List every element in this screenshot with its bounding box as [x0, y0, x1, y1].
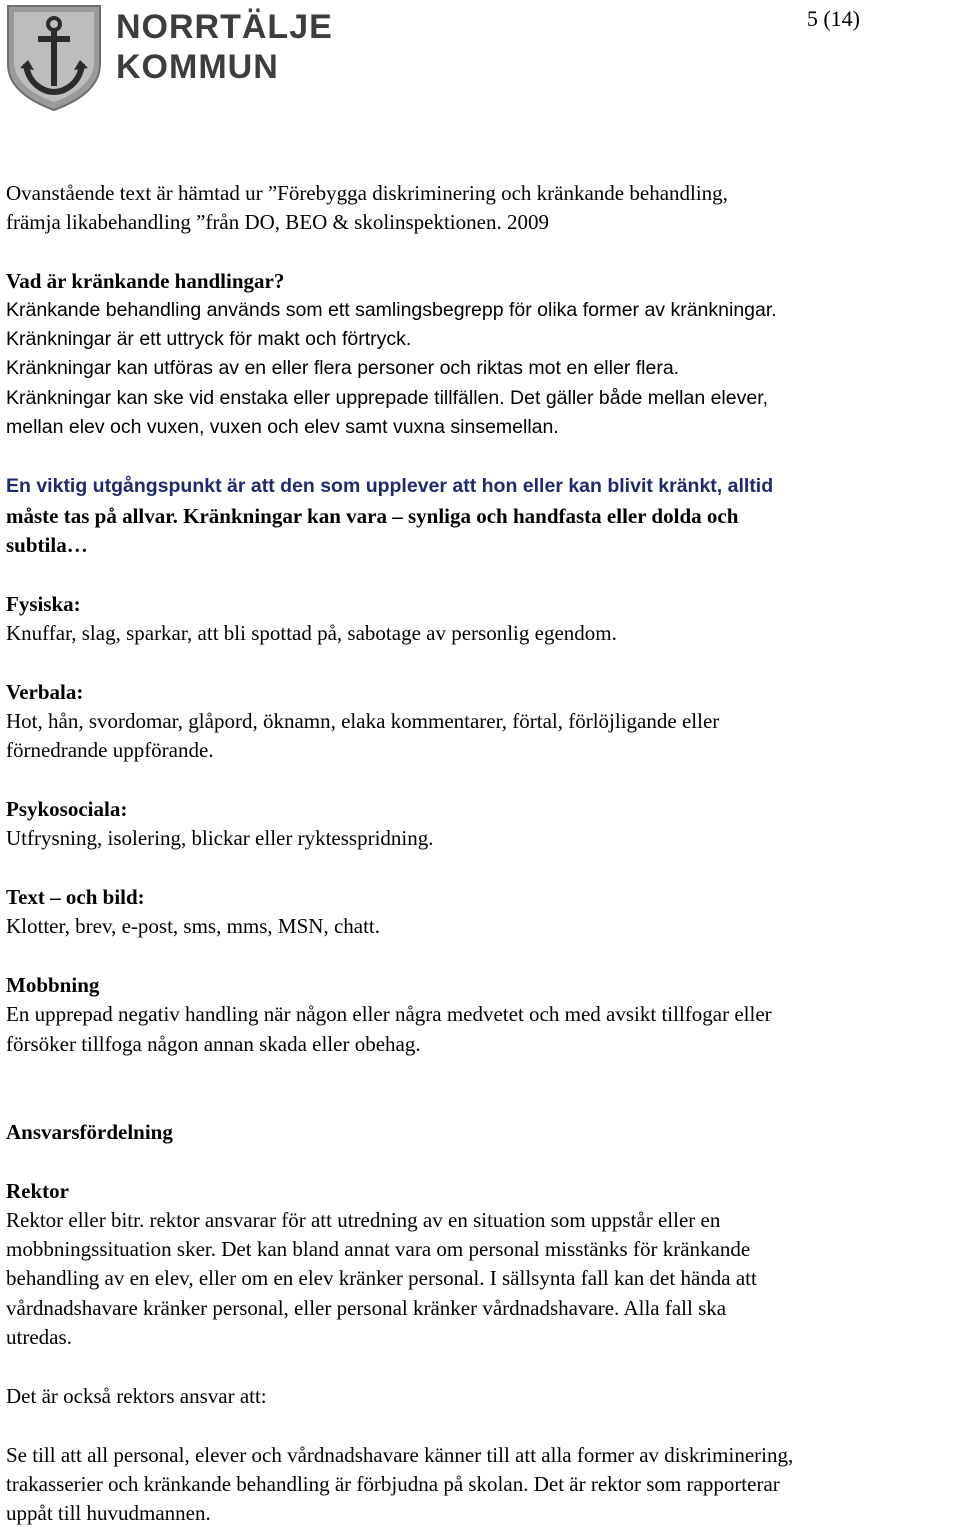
what-is-line-2: Kränkningar är ett uttryck för makt och förtryck. [6, 328, 412, 350]
type-heading-text-image: Text – och bild: [6, 885, 145, 909]
type-text-bullying-1: En upprepad negativ handling när någon eller några medvetet och med avsikt tillfogar eller [6, 1002, 772, 1026]
important-line-2: måste tas på allvar. Kränkningar kan vara – synliga och handfasta eller dolda och [6, 504, 739, 528]
type-text-text-image: Klotter, brev, e-post, sms, mms, MSN, chatt. [6, 914, 381, 938]
what-is-line-5: mellan elev och vuxen, vuxen och elev samt vuxna sinsemellan. [6, 416, 559, 438]
type-text-verbal-2: förnedrande uppförande. [6, 738, 214, 762]
responsibility-heading: Ansvarsfördelning [6, 1120, 173, 1144]
type-text-physical: Knuffar, slag, sparkar, att bli spottad på, sabotage av personlig egendom. [6, 621, 617, 645]
what-is-line-1: Kränkande behandling används som ett samlingsbegrepp för olika former av kränkningar. [6, 299, 777, 321]
norrtalje-kommun-logo [4, 2, 333, 112]
type-text-psychosocial: Utfrysning, isolering, blickar eller ryktesspridning. [6, 826, 434, 850]
logo-text-line1: NORRTÄLJE [116, 8, 333, 46]
type-heading-physical: Fysiska: [6, 592, 81, 616]
rektor-line-2: mobbningssituation sker. Det kan bland annat vara om personal misstänks för kränkande [6, 1237, 751, 1261]
type-text-verbal-1: Hot, hån, svordomar, glåpord, öknamn, elaka kommentarer, förtal, förlöjligande eller [6, 709, 720, 733]
type-heading-bullying: Mobbning [6, 973, 100, 997]
rektor-line-4: vårdnadshavare kränker personal, eller personal kränker vårdnadshavare. Alla fall ska [6, 1296, 727, 1320]
rektor-heading: Rektor [6, 1179, 69, 1203]
rektor-line-1: Rektor eller bitr. rektor ansvarar för att utredning av en situation som uppstår eller en [6, 1208, 721, 1232]
type-heading-psychosocial: Psykosociala: [6, 797, 128, 821]
what-is-line-4 [6, 384, 768, 412]
what-is-heading: Vad är kränkande handlingar? [6, 269, 285, 293]
rektor-line-3: behandling av en elev, eller om en elev kränker personal. I sällsynta fall kan det hända att [6, 1266, 757, 1290]
page-number: 5 (14) [806, 6, 860, 31]
type-text-bullying-2: försöker tillfoga någon annan skada eller obehag. [6, 1032, 421, 1056]
important-line-1: En viktig utgångspunkt är att den som upplever att hon eller kan blivit kränkt, alltid [6, 475, 774, 497]
what-is-line-4b: Det gäller både mellan elever, [504, 387, 769, 409]
type-heading-verbal: Verbala: [6, 680, 84, 704]
source-line-2: främja likabehandling ”från DO, BEO & skolinspektionen. 2009 [6, 210, 549, 234]
rektor-also-line: Det är också rektors ansvar att: [6, 1384, 267, 1408]
duty-line-1: Se till att all personal, elever och vårdnadshavare känner till att alla former av diskriminering, [6, 1443, 794, 1467]
duty-line-3: uppåt till huvudmannen. [6, 1501, 211, 1525]
source-line-1: Ovanstående text är hämtad ur ”Förebygga diskriminering och kränkande behandling, [6, 181, 728, 205]
what-is-line-4a: Kränkningar kan ske vid enstaka eller upprepade tillfällen. [6, 387, 505, 409]
what-is-line-3: Kränkningar kan utföras av en eller flera personer och riktas mot en eller flera. [6, 357, 680, 379]
duty-line-2: trakasserier och kränkande behandling är förbjudna på skolan. Det är rektor som rapporterar [6, 1472, 780, 1496]
rektor-line-5: utredas. [6, 1325, 72, 1349]
logo-text-line2: KOMMUN [116, 48, 279, 86]
important-line-3: subtila… [6, 533, 88, 557]
